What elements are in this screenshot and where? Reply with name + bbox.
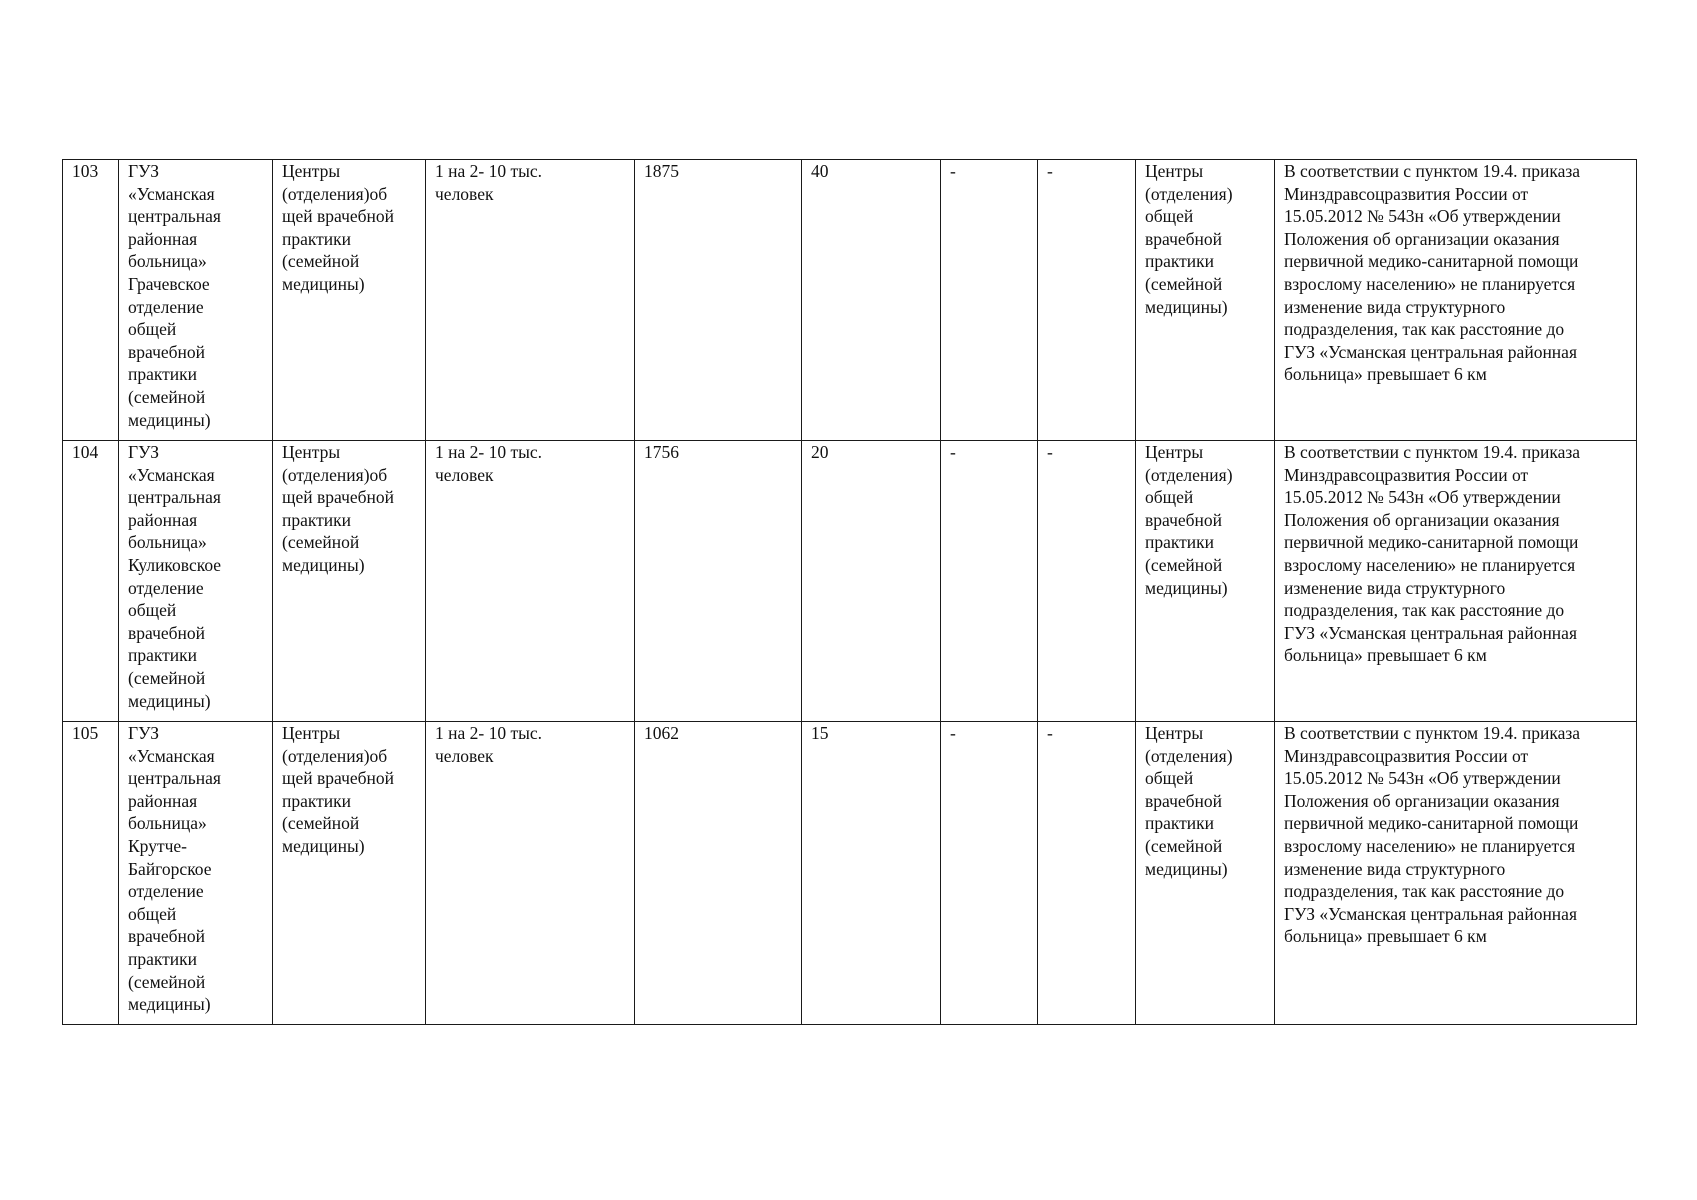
norm-cell: 1 на 2- 10 тыс. человек: [426, 722, 635, 1025]
distance-cell: 20: [802, 441, 941, 722]
column-7-cell: -: [941, 722, 1038, 1025]
column-8-cell: -: [1038, 160, 1136, 441]
distance-cell: 15: [802, 722, 941, 1025]
planned-type-cell: Центры (отделения) общей врачебной практики (семейной медицины): [1136, 722, 1275, 1025]
population-cell: 1062: [635, 722, 802, 1025]
basis-cell: В соответствии с пунктом 19.4. приказа Минздравсоцразвития России от 15.05.2012 № 543н «Об утверждении Положения об организации оказания первичной медико-санитарной помощи взрослому населению» не планируется изменение вида структурного подразделения, так как расстояние до ГУЗ «Усманская центральная районная больница» превышает 6 км: [1275, 441, 1637, 722]
column-8-cell: -: [1038, 441, 1136, 722]
organization-cell: ГУЗ «Усманская центральная районная больница» Крутче- Байгорское отделение общей врачебной практики (семейной медицины): [119, 722, 273, 1025]
basis-cell: В соответствии с пунктом 19.4. приказа Минздравсоцразвития России от 15.05.2012 № 543н «Об утверждении Положения об организации оказания первичной медико-санитарной помощи взрослому населению» не планируется изменение вида структурного подразделения, так как расстояние до ГУЗ «Усманская центральная районная больница» превышает 6 км: [1275, 722, 1637, 1025]
norm-cell: 1 на 2- 10 тыс. человек: [426, 160, 635, 441]
facility-type-cell: Центры (отделения)об щей врачебной практики (семейной медицины): [273, 722, 426, 1025]
column-8-cell: -: [1038, 722, 1136, 1025]
norm-cell: 1 на 2- 10 тыс. человек: [426, 441, 635, 722]
facilities-table: [62, 159, 1637, 1025]
column-7-cell: -: [941, 441, 1038, 722]
planned-type-cell: Центры (отделения) общей врачебной практики (семейной медицины): [1136, 441, 1275, 722]
facility-type-cell: Центры (отделения)об щей врачебной практики (семейной медицины): [273, 441, 426, 722]
basis-cell: В соответствии с пунктом 19.4. приказа Минздравсоцразвития России от 15.05.2012 № 543н «Об утверждении Положения об организации оказания первичной медико-санитарной помощи взрослому населению» не планируется изменение вида структурного подразделения, так как расстояние до ГУЗ «Усманская центральная районная больница» превышает 6 км: [1275, 160, 1637, 441]
row-number-cell: 105: [63, 722, 119, 1025]
planned-type-cell: Центры (отделения) общей врачебной практики (семейной медицины): [1136, 160, 1275, 441]
organization-cell: ГУЗ «Усманская центральная районная больница» Куликовское отделение общей врачебной практики (семейной медицины): [119, 441, 273, 722]
population-cell: 1875: [635, 160, 802, 441]
table-row: [63, 441, 1637, 722]
population-cell: 1756: [635, 441, 802, 722]
row-number-cell: 103: [63, 160, 119, 441]
table-row: [63, 160, 1637, 441]
table-row: [63, 722, 1637, 1025]
distance-cell: 40: [802, 160, 941, 441]
column-7-cell: -: [941, 160, 1038, 441]
organization-cell: ГУЗ «Усманская центральная районная больница» Грачевское отделение общей врачебной практики (семейной медицины): [119, 160, 273, 441]
facility-type-cell: Центры (отделения)об щей врачебной практики (семейной медицины): [273, 160, 426, 441]
row-number-cell: 104: [63, 441, 119, 722]
